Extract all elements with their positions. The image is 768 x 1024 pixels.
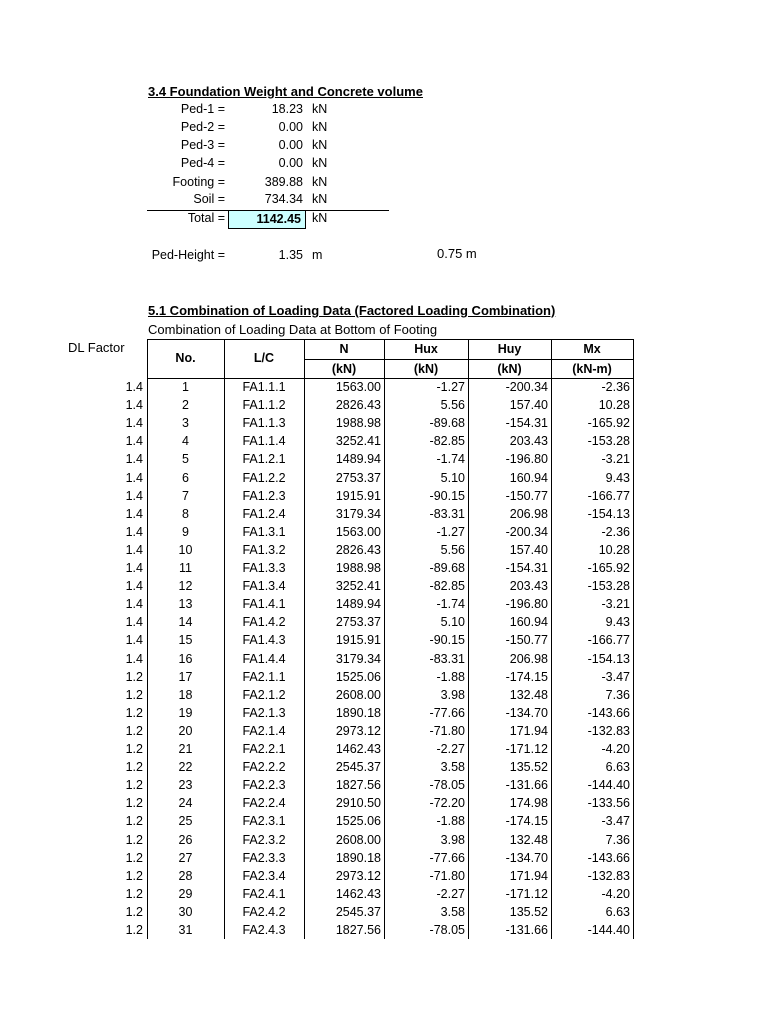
table-row — [147, 885, 633, 903]
cell-mx[interactable]: -144.40 — [587, 923, 630, 937]
cell-lc[interactable]: FA1.1.1 — [242, 380, 286, 394]
cell-huy[interactable]: 135.52 — [509, 760, 548, 775]
cell-hux[interactable]: -71.80 — [429, 723, 465, 738]
dl-factor-value: 1.2 — [125, 705, 143, 720]
cell-n[interactable]: 1525.06 — [335, 669, 381, 684]
weight-label: Footing = — [172, 175, 225, 189]
cell-no[interactable]: 14 — [178, 615, 193, 630]
cell-huy[interactable]: 206.98 — [509, 651, 548, 666]
cell-lc[interactable]: FA1.4.2 — [242, 615, 286, 630]
table-row — [147, 668, 633, 686]
dl-factor-value: 1.4 — [125, 651, 143, 666]
table-row — [147, 794, 633, 812]
cell-hux[interactable]: -1.74 — [436, 597, 465, 612]
cell-lc[interactable]: FA2.3.2 — [242, 832, 286, 847]
cell-no[interactable]: 8 — [182, 506, 189, 521]
cell-n[interactable]: 2753.37 — [335, 615, 381, 630]
cell-mx[interactable]: -166.77 — [587, 488, 630, 503]
table-row — [147, 776, 633, 794]
header-no-label: No. — [175, 351, 196, 365]
cell-huy[interactable]: -154.31 — [505, 561, 548, 575]
weight-label: Ped-3 = — [180, 138, 225, 152]
cell-mx[interactable]: -132.83 — [587, 723, 630, 738]
header-n-label: N — [339, 342, 349, 356]
weight-value: 0.00 — [278, 120, 303, 134]
cell-n[interactable]: 1563.00 — [335, 524, 381, 539]
cell-no[interactable]: 21 — [178, 742, 193, 756]
cell-no[interactable]: 31 — [178, 923, 193, 937]
cell-hux[interactable]: -1.27 — [436, 380, 465, 394]
total-value-cell[interactable]: 1142.45 — [228, 210, 306, 229]
cell-n[interactable]: 1988.98 — [335, 416, 381, 431]
cell-lc[interactable]: FA1.2.2 — [242, 470, 286, 485]
weight-label: Ped-2 = — [180, 120, 225, 134]
cell-hux[interactable]: -90.15 — [429, 633, 465, 648]
cell-mx[interactable]: -3.21 — [601, 452, 630, 467]
dl-factor-value: 1.2 — [125, 832, 143, 847]
table-row — [147, 831, 633, 849]
cell-mx[interactable]: -144.40 — [587, 778, 630, 793]
cell-mx[interactable]: -165.92 — [587, 561, 630, 575]
cell-mx[interactable]: -132.83 — [587, 868, 630, 883]
cell-huy[interactable]: 171.94 — [509, 868, 548, 883]
cell-mx[interactable]: -3.47 — [601, 669, 630, 684]
weight-value: 0.00 — [278, 156, 303, 170]
cell-huy[interactable]: 160.94 — [509, 470, 548, 485]
cell-no[interactable]: 27 — [178, 850, 193, 865]
cell-n[interactable]: 3252.41 — [335, 434, 381, 449]
cell-no[interactable]: 12 — [178, 579, 193, 594]
dl-factor-value: 1.4 — [125, 488, 143, 503]
cell-huy[interactable]: -150.77 — [505, 488, 548, 503]
cell-huy[interactable]: 203.43 — [509, 434, 548, 449]
cell-huy[interactable]: 132.48 — [509, 687, 548, 702]
dl-factor-value: 1.4 — [125, 380, 143, 394]
extra-value: 0.75 m — [437, 246, 477, 261]
section-34-title: 3.4 Foundation Weight and Concrete volume — [148, 84, 423, 99]
cell-no[interactable]: 3 — [182, 416, 189, 431]
cell-lc[interactable]: FA1.1.3 — [242, 416, 286, 431]
table-row — [147, 740, 633, 758]
weight-unit: kN — [312, 138, 328, 152]
dl-factor-value: 1.4 — [125, 615, 143, 630]
table-row — [147, 505, 633, 523]
cell-huy[interactable]: -131.66 — [505, 778, 548, 793]
weight-unit: kN — [312, 192, 328, 206]
header-hux-label: Hux — [414, 342, 438, 356]
table-row — [147, 541, 633, 559]
cell-lc[interactable]: FA1.4.1 — [242, 597, 286, 612]
cell-lc[interactable]: FA1.4.4 — [242, 651, 286, 666]
cell-mx[interactable]: -4.20 — [601, 886, 630, 901]
cell-hux[interactable]: -90.15 — [429, 488, 465, 503]
table-row — [147, 758, 633, 776]
dl-factor-value: 1.2 — [125, 796, 143, 811]
cell-lc[interactable]: FA2.1.3 — [242, 705, 286, 720]
ped-height-unit: m — [312, 248, 323, 262]
weight-unit: kN — [312, 102, 328, 116]
cell-hux[interactable]: 3.58 — [440, 760, 465, 775]
header-huy-unit: (kN) — [497, 362, 522, 376]
table-row — [147, 378, 633, 396]
cell-no[interactable]: 1 — [182, 380, 189, 394]
header-mx-label: Mx — [583, 342, 601, 356]
cell-hux[interactable]: -1.27 — [436, 524, 465, 539]
column-divider — [224, 339, 225, 939]
table-row — [147, 432, 633, 450]
cell-no[interactable]: 19 — [178, 705, 193, 720]
cell-huy[interactable]: -174.15 — [505, 814, 548, 829]
cell-no[interactable]: 25 — [178, 814, 193, 829]
cell-lc[interactable]: FA2.2.2 — [242, 760, 286, 775]
cell-no[interactable]: 10 — [178, 542, 193, 557]
cell-lc[interactable]: FA2.1.2 — [242, 687, 286, 702]
table-row — [147, 469, 633, 487]
dl-factor-value: 1.2 — [125, 760, 143, 775]
cell-mx[interactable]: -153.28 — [587, 579, 630, 594]
cell-lc[interactable]: FA1.1.2 — [242, 398, 286, 413]
column-divider — [147, 339, 148, 939]
total-unit: kN — [312, 211, 328, 225]
header-lc-label: L/C — [253, 351, 275, 365]
cell-hux[interactable]: -89.68 — [429, 416, 465, 431]
header-no — [147, 340, 224, 378]
weight-value: 734.34 — [264, 192, 303, 206]
cell-n[interactable]: 1890.18 — [335, 705, 381, 720]
table-header — [147, 339, 633, 378]
table-row — [147, 722, 633, 740]
cell-n[interactable]: 2608.00 — [335, 687, 381, 702]
cell-hux[interactable]: -82.85 — [429, 579, 465, 594]
dl-factor-value: 1.2 — [125, 868, 143, 883]
cell-no[interactable]: 23 — [178, 778, 193, 793]
dl-factor-value: 1.4 — [125, 416, 143, 431]
cell-mx[interactable]: -143.66 — [587, 850, 630, 865]
cell-hux[interactable]: -1.88 — [436, 669, 465, 684]
cell-mx[interactable]: -143.66 — [587, 705, 630, 720]
dl-factor-value: 1.2 — [125, 669, 143, 684]
header-lc — [224, 340, 304, 378]
cell-n[interactable]: 1525.06 — [335, 814, 381, 829]
cell-n[interactable]: 1462.43 — [335, 742, 381, 756]
table-row — [147, 921, 633, 939]
column-divider — [468, 339, 469, 939]
weight-value: 0.00 — [278, 138, 303, 152]
cell-hux[interactable]: 3.98 — [440, 687, 465, 702]
table-row — [147, 595, 633, 613]
cell-lc[interactable]: FA1.2.4 — [242, 506, 286, 521]
cell-lc[interactable]: FA2.1.1 — [242, 669, 286, 684]
dl-factor-value: 1.2 — [125, 814, 143, 829]
cell-lc[interactable]: FA1.2.3 — [242, 488, 286, 503]
cell-mx[interactable]: -3.47 — [601, 814, 630, 829]
cell-mx[interactable]: -165.92 — [587, 416, 630, 431]
cell-hux[interactable]: -82.85 — [429, 434, 465, 449]
cell-lc[interactable]: FA2.1.4 — [242, 723, 286, 738]
column-divider — [633, 339, 634, 939]
cell-n[interactable]: 1489.94 — [335, 452, 381, 467]
cell-lc[interactable]: FA2.2.4 — [242, 796, 286, 811]
cell-no[interactable]: 29 — [178, 886, 193, 901]
dl-factor-value: 1.4 — [125, 597, 143, 612]
dl-factor-value: 1.4 — [125, 434, 143, 449]
total-label: Total = — [187, 211, 225, 225]
cell-n[interactable]: 1462.43 — [335, 886, 381, 901]
dl-factor-value: 1.2 — [125, 886, 143, 901]
cell-n[interactable]: 3252.41 — [335, 579, 381, 594]
cell-hux[interactable]: -83.31 — [429, 651, 465, 666]
cell-huy[interactable]: -200.34 — [505, 524, 548, 539]
weight-unit: kN — [312, 120, 328, 134]
cell-no[interactable]: 9 — [182, 524, 189, 539]
cell-mx[interactable]: -2.36 — [601, 524, 630, 539]
cell-huy[interactable]: 157.40 — [509, 398, 548, 413]
cell-n[interactable]: 2753.37 — [335, 470, 381, 485]
cell-n[interactable]: 2608.00 — [335, 832, 381, 847]
table-row — [147, 812, 633, 830]
cell-mx[interactable]: -153.28 — [587, 434, 630, 449]
cell-no[interactable]: 6 — [182, 470, 189, 485]
cell-mx[interactable]: -154.13 — [587, 506, 630, 521]
column-divider — [384, 339, 385, 939]
column-divider — [551, 339, 552, 939]
cell-n[interactable]: 2973.12 — [335, 723, 381, 738]
cell-no[interactable]: 22 — [178, 760, 193, 775]
cell-n[interactable]: 1563.00 — [335, 380, 381, 394]
cell-lc[interactable]: FA1.3.3 — [242, 561, 286, 575]
cell-hux[interactable]: 5.56 — [440, 398, 465, 413]
dl-factor-value: 1.2 — [125, 742, 143, 756]
cell-mx[interactable]: 6.63 — [605, 760, 630, 775]
cell-huy[interactable]: 203.43 — [509, 579, 548, 594]
cell-mx[interactable]: -166.77 — [587, 633, 630, 648]
cell-lc[interactable]: FA2.4.3 — [242, 923, 286, 937]
header-huy-label: Huy — [497, 342, 522, 356]
cell-huy[interactable]: -154.31 — [505, 416, 548, 431]
cell-lc[interactable]: FA1.1.4 — [242, 434, 286, 449]
column-divider — [304, 339, 305, 939]
dl-factor-value: 1.2 — [125, 687, 143, 702]
cell-hux[interactable]: 3.58 — [440, 904, 465, 919]
ped-height-value: 1.35 — [278, 248, 303, 262]
cell-no[interactable]: 24 — [178, 796, 193, 811]
dl-factor-value: 1.4 — [125, 452, 143, 467]
weight-value: 18.23 — [271, 102, 303, 116]
cell-hux[interactable]: -83.31 — [429, 506, 465, 521]
cell-lc[interactable]: FA2.2.3 — [242, 778, 286, 793]
cell-huy[interactable]: 135.52 — [509, 904, 548, 919]
cell-lc[interactable]: FA2.3.3 — [242, 850, 286, 865]
weight-label: Ped-4 = — [180, 156, 225, 170]
cell-huy[interactable]: -171.12 — [505, 886, 548, 901]
table-row — [147, 450, 633, 468]
weight-value: 389.88 — [264, 175, 303, 189]
table-row — [147, 523, 633, 541]
table-row — [147, 903, 633, 921]
dl-factor-value: 1.2 — [125, 923, 143, 937]
table-row — [147, 487, 633, 505]
ped-height-label: Ped-Height = — [151, 248, 225, 262]
dl-factor-value: 1.4 — [125, 579, 143, 594]
cell-mx[interactable]: -154.13 — [587, 651, 630, 666]
cell-huy[interactable]: 160.94 — [509, 615, 548, 630]
cell-huy[interactable]: 206.98 — [509, 506, 548, 521]
cell-no[interactable]: 16 — [178, 651, 193, 666]
cell-n[interactable]: 1890.18 — [335, 850, 381, 865]
cell-huy[interactable]: 174.98 — [509, 796, 548, 811]
dl-factor-label: DL Factor — [68, 340, 125, 355]
cell-huy[interactable]: 132.48 — [509, 832, 548, 847]
cell-hux[interactable]: -1.74 — [436, 452, 465, 467]
dl-factor-value: 1.4 — [125, 470, 143, 485]
dl-factor-value: 1.4 — [125, 633, 143, 648]
cell-no[interactable]: 28 — [178, 868, 193, 883]
cell-no[interactable]: 18 — [178, 687, 193, 702]
table-row — [147, 704, 633, 722]
cell-huy[interactable]: -134.70 — [505, 705, 548, 720]
cell-n[interactable]: 3179.34 — [335, 506, 381, 521]
cell-hux[interactable]: -72.20 — [429, 796, 465, 811]
cell-hux[interactable]: -71.80 — [429, 868, 465, 883]
cell-huy[interactable]: -131.66 — [505, 923, 548, 937]
dl-factor-value: 1.2 — [125, 850, 143, 865]
cell-mx[interactable]: -133.56 — [587, 796, 630, 811]
table-row — [147, 867, 633, 885]
weight-unit: kN — [312, 156, 328, 170]
cell-hux[interactable]: -77.66 — [429, 705, 465, 720]
cell-hux[interactable]: 3.98 — [440, 832, 465, 847]
dl-factor-value: 1.4 — [125, 524, 143, 539]
cell-mx[interactable]: -4.20 — [601, 742, 630, 756]
dl-factor-value: 1.4 — [125, 398, 143, 413]
cell-no[interactable]: 7 — [182, 488, 189, 503]
cell-n[interactable]: 2545.37 — [335, 760, 381, 775]
cell-mx[interactable]: 9.43 — [605, 615, 630, 630]
header-mx-unit: (kN-m) — [572, 362, 612, 376]
cell-huy[interactable]: 171.94 — [509, 723, 548, 738]
cell-huy[interactable]: 157.40 — [509, 542, 548, 557]
cell-lc[interactable]: FA2.4.2 — [242, 904, 286, 919]
dl-factor-value: 1.4 — [125, 506, 143, 521]
cell-no[interactable]: 20 — [178, 723, 193, 738]
header-hux-unit: (kN) — [413, 362, 439, 376]
table-row — [147, 414, 633, 432]
dl-factor-value: 1.2 — [125, 904, 143, 919]
cell-n[interactable]: 2973.12 — [335, 868, 381, 883]
cell-no[interactable]: 4 — [182, 434, 189, 449]
cell-no[interactable]: 2 — [182, 398, 189, 413]
cell-huy[interactable]: -196.80 — [505, 452, 548, 467]
cell-lc[interactable]: FA2.2.1 — [242, 742, 286, 756]
table-row — [147, 396, 633, 414]
cell-mx[interactable]: 9.43 — [605, 470, 630, 485]
dl-factor-value: 1.2 — [125, 778, 143, 793]
cell-huy[interactable]: -174.15 — [505, 669, 548, 684]
cell-n[interactable]: 2826.43 — [335, 542, 381, 557]
table-row — [147, 686, 633, 704]
table-row — [147, 631, 633, 649]
table-subtitle: Combination of Loading Data at Bottom of Footing — [148, 322, 438, 337]
cell-hux[interactable]: 5.10 — [440, 615, 465, 630]
cell-no[interactable]: 13 — [178, 597, 193, 612]
cell-mx[interactable]: 10.28 — [598, 398, 630, 413]
dl-factor-value: 1.4 — [125, 561, 143, 575]
cell-huy[interactable]: -171.12 — [505, 742, 548, 756]
cell-n[interactable]: 1827.56 — [335, 923, 381, 937]
cell-lc[interactable]: FA1.2.1 — [242, 452, 286, 467]
cell-huy[interactable]: -134.70 — [505, 850, 548, 865]
cell-n[interactable]: 2826.43 — [335, 398, 381, 413]
cell-hux[interactable]: 5.10 — [440, 470, 465, 485]
section-51-title: 5.1 Combination of Loading Data (Factored Loading Combination) — [148, 303, 556, 318]
cell-n[interactable]: 1915.91 — [335, 488, 381, 503]
cell-lc[interactable]: FA1.3.1 — [242, 524, 286, 539]
dl-factor-value: 1.2 — [125, 723, 143, 738]
header-n-unit: (kN) — [331, 362, 357, 376]
cell-no[interactable]: 26 — [178, 832, 193, 847]
cell-n[interactable]: 1827.56 — [335, 778, 381, 793]
cell-huy[interactable]: -196.80 — [505, 597, 548, 612]
cell-hux[interactable]: -2.27 — [436, 886, 465, 901]
cell-no[interactable]: 5 — [182, 452, 189, 467]
cell-mx[interactable]: 10.28 — [598, 542, 630, 557]
cell-n[interactable]: 2910.50 — [335, 796, 381, 811]
cell-lc[interactable]: FA1.4.3 — [242, 633, 286, 648]
cell-huy[interactable]: -200.34 — [505, 380, 548, 394]
cell-no[interactable]: 17 — [178, 669, 193, 684]
cell-mx[interactable]: 7.36 — [605, 687, 630, 702]
cell-lc[interactable]: FA1.3.2 — [242, 542, 286, 557]
cell-lc[interactable]: FA2.3.4 — [242, 868, 286, 883]
weight-label: Soil = — [193, 192, 225, 206]
cell-hux[interactable]: 5.56 — [440, 542, 465, 557]
cell-hux[interactable]: -78.05 — [429, 778, 465, 793]
table-row — [147, 650, 633, 668]
table-row — [147, 559, 633, 577]
cell-n[interactable]: 1915.91 — [335, 633, 381, 648]
cell-no[interactable]: 11 — [179, 561, 192, 575]
cell-n[interactable]: 2545.37 — [335, 904, 381, 919]
weight-unit: kN — [312, 175, 328, 189]
cell-hux[interactable]: -77.66 — [429, 850, 465, 865]
cell-n[interactable]: 1988.98 — [335, 561, 381, 575]
cell-n[interactable]: 1489.94 — [335, 597, 381, 612]
cell-hux[interactable]: -1.88 — [436, 814, 465, 829]
table-row — [147, 613, 633, 631]
cell-lc[interactable]: FA2.3.1 — [242, 814, 286, 829]
cell-no[interactable]: 30 — [178, 904, 193, 919]
cell-lc[interactable]: FA2.4.1 — [242, 886, 286, 901]
table-row — [147, 577, 633, 595]
cell-n[interactable]: 3179.34 — [335, 651, 381, 666]
cell-lc[interactable]: FA1.3.4 — [242, 579, 286, 594]
cell-huy[interactable]: -150.77 — [505, 633, 548, 648]
cell-no[interactable]: 15 — [178, 633, 193, 648]
cell-mx[interactable]: 7.36 — [605, 832, 630, 847]
cell-hux[interactable]: -89.68 — [429, 561, 465, 575]
table-row — [147, 849, 633, 867]
cell-mx[interactable]: -2.36 — [601, 380, 630, 394]
cell-hux[interactable]: -2.27 — [436, 742, 465, 756]
cell-mx[interactable]: 6.63 — [605, 904, 630, 919]
weight-label: Ped-1 = — [180, 102, 225, 116]
dl-factor-value: 1.4 — [125, 542, 143, 557]
cell-hux[interactable]: -78.05 — [429, 923, 465, 937]
cell-mx[interactable]: -3.21 — [601, 597, 630, 612]
